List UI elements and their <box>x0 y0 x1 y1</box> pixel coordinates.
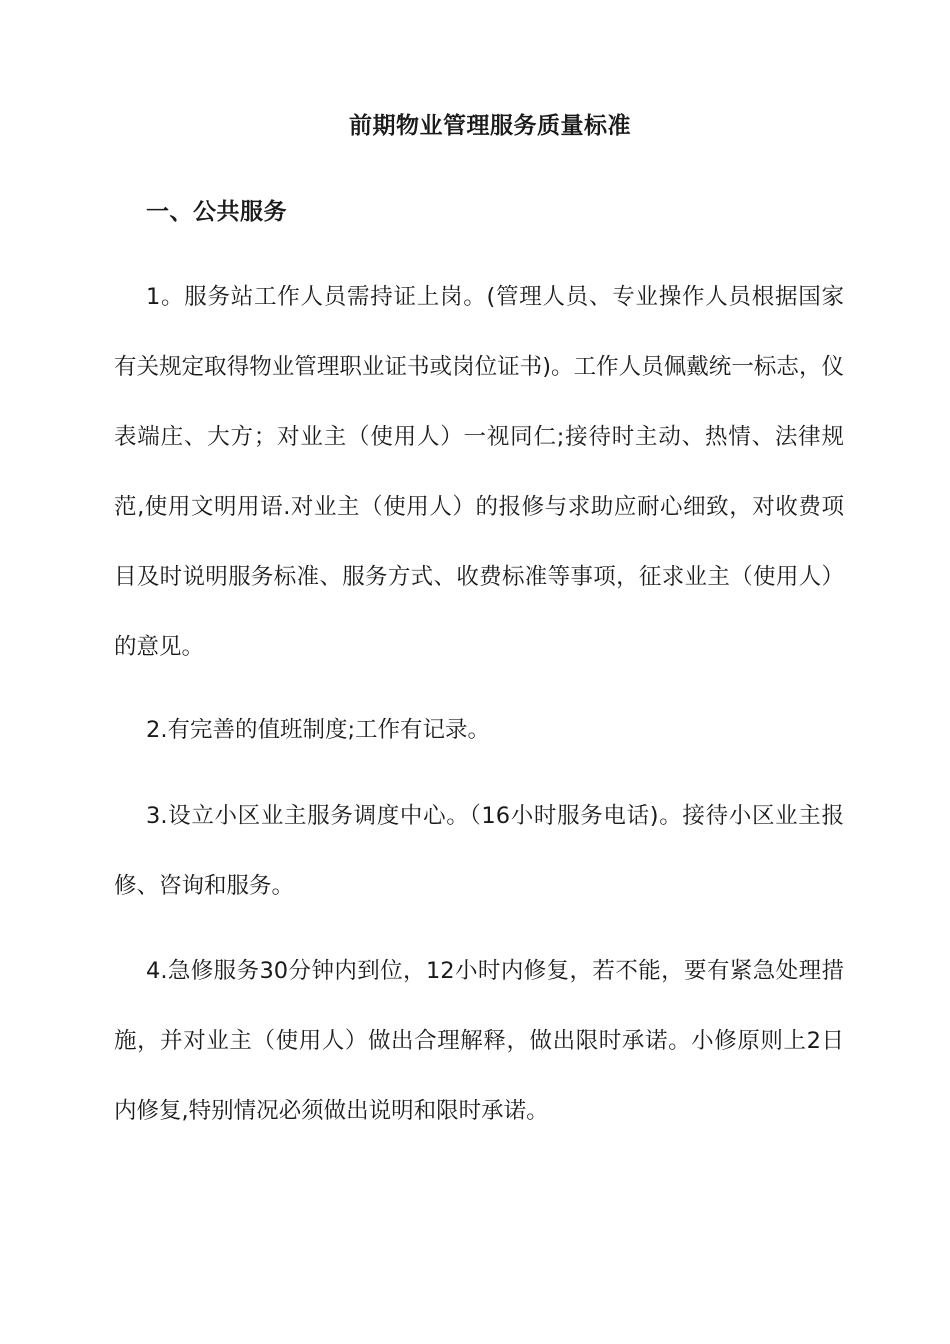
paragraph-1: 1。服务站工作人员需持证上岗。(管理人员、专业操作人员根据国家有关规定取得物业管理职业证书或岗位证书)。工作人员佩戴统一标志，仪表端庄、大方；对业主（使用人）一视同仁;接待时主动、热情、法律规范,使用文明用语.对业主（使用人）的报修与求助应耐心细致，对收费项目及时说明服务标准、服务方式、收费标准等事项，征求业主（使用人）的意见。 <box>114 284 844 660</box>
section-heading: 一、公共服务 <box>146 199 287 225</box>
document-title: 前期物业管理服务质量标准 <box>349 113 631 139</box>
paragraph-4: 4.急修服务30分钟内到位，12小时内修复，若不能，要有紧急处理措施，并对业主（使用人）做出合理解释，做出限时承诺。小修原则上2日内修复,特别情况必须做出说明和限时承诺。 <box>114 958 844 1124</box>
paragraph-3: 3.设立小区业主服务调度中心。（16小时服务电话)。接待小区业主报修、咨询和服务。 <box>114 803 844 899</box>
paragraph-2: 2.有完善的值班制度;工作有记录。 <box>146 717 491 743</box>
